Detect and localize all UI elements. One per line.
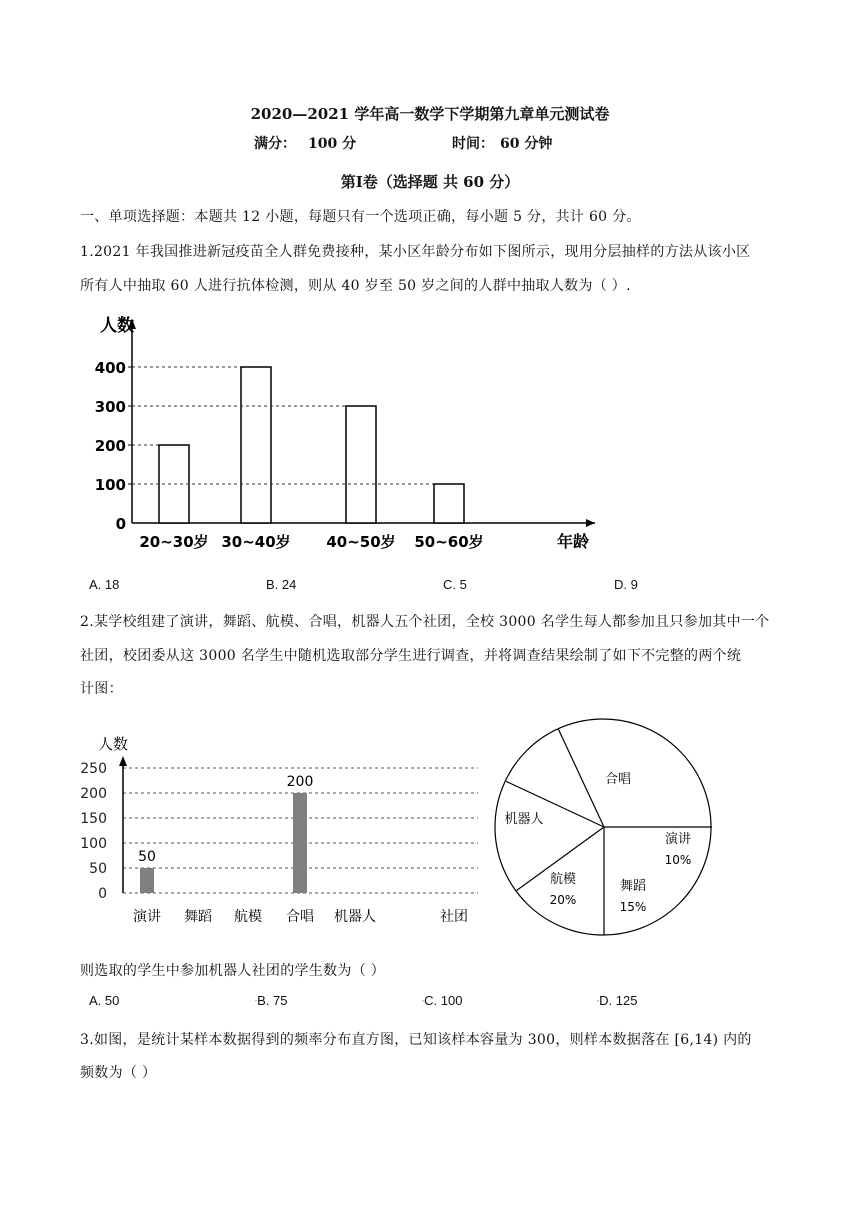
q2-line1: 2.某学校组建了演讲，舞蹈、航模、合唱，机器人五个社团，全校 3000 名学生每人都参加且只参加其中一个 [80,614,770,630]
bar-40~50岁 [346,406,376,523]
x-tick-label: 合唱 [286,909,314,925]
x-axis-arrow [586,519,595,527]
slice-percent: 10% [664,853,692,867]
y-tick-label: 50 [89,861,107,877]
slice-percent: 15% [619,900,647,914]
slice-percent: 20% [549,893,577,907]
slice-label: 航模 [549,872,577,887]
y-tick-label: 100 [80,836,107,852]
age-bar-chart [80,305,600,565]
q2-option-d[interactable]: ◦D. 125 [597,993,638,1008]
y-tick-label: 250 [80,761,107,777]
q1-option-a[interactable]: A. 18 [89,577,120,592]
x-axis-label: 年龄 [556,532,590,551]
x-tick-label: 航模 [234,909,262,925]
score-label: 满分： [254,136,296,152]
y-axis-label: 人数 [98,735,129,753]
q2-option-a[interactable]: A. 50 [89,993,120,1008]
x-tick-label: 40~50岁 [326,533,396,551]
y-tick-label: 300 [94,398,126,416]
y-tick-label: 0 [98,886,107,902]
y-tick-label: 0 [115,515,126,533]
bar-30~40岁 [241,367,271,523]
y-axis-label: 人数 [100,316,134,336]
slice-label: 演讲 [664,832,692,847]
x-tick-label: 50~60岁 [414,533,484,551]
data-label: 50 [138,849,156,865]
q1-option-b[interactable]: B. 24 [266,577,297,592]
q3-line1: 3.如图，是统计某样本数据得到的频率分布直方图，已知该样本容量为 300，则样本数据落在 [6,14) 内的 [80,1032,752,1048]
instructions: 一、单项选择题：本题共 12 小题，每题只有一个选项正确，每小题 5 分，共计 60 分。 [80,209,641,225]
data-label: 200 [286,774,314,790]
x-axis-label: 社团 [440,909,468,925]
y-axis-arrow [119,756,127,766]
y-tick-label: 200 [80,786,107,802]
time-label: 时间： [452,136,494,152]
x-tick-label: 30~40岁 [221,533,291,551]
bar-50~60岁 [434,484,464,523]
slice-label: 舞蹈 [619,879,647,894]
x-tick-label: 20~30岁 [139,533,209,551]
q3-line2: 频数为（ ） [80,1065,157,1081]
score-value: 100 分 [308,136,357,152]
q1-option-d[interactable]: D. 9 [614,577,638,592]
slice-label: 机器人 [504,812,544,827]
page-title: 2020—2021 学年高一数学下学期第九章单元测试卷 [250,105,610,123]
x-tick-label: 机器人 [334,909,376,925]
q2-line2: 社团，校团委从这 3000 名学生中随机选取部分学生进行调查，并将调查结果绘制了如下不完整的两个统 [80,648,742,664]
section-title: 第Ⅰ卷（选择题 共 60 分） [340,173,520,191]
q2-option-c[interactable]: ◦C. 100 [422,993,463,1008]
q2-question: 则选取的学生中参加机器人社团的学生数为（ ） [80,963,386,979]
club-pie-chart [488,715,720,947]
x-tick-label: 舞蹈 [184,909,212,925]
q2-line3: 计图： [80,681,123,697]
x-tick-label: 演讲 [133,909,161,925]
q1-line2: 所有人中抽取 60 人进行抗体检测，则从 40 岁至 50 岁之间的人群中抽取人数为（ ）. [80,278,631,294]
q1-line1: 1.2021 年我国推进新冠疫苗全人群免费接种，某小区年龄分布如下图所示，现用分层抽样的方法从该小区 [80,244,751,260]
slice-label: 合唱 [604,772,632,787]
bar-合唱 [293,793,307,893]
bar-演讲 [140,868,154,893]
y-tick-label: 200 [94,437,126,455]
time-value: 60 分钟 [500,136,553,152]
club-bar-chart [80,725,490,930]
y-tick-label: 100 [94,476,126,494]
q1-option-c[interactable]: C. 5 [443,577,467,592]
y-tick-label: 400 [94,359,126,377]
q2-option-b[interactable]: ◦B. 75 [255,993,288,1008]
y-tick-label: 150 [80,811,107,827]
